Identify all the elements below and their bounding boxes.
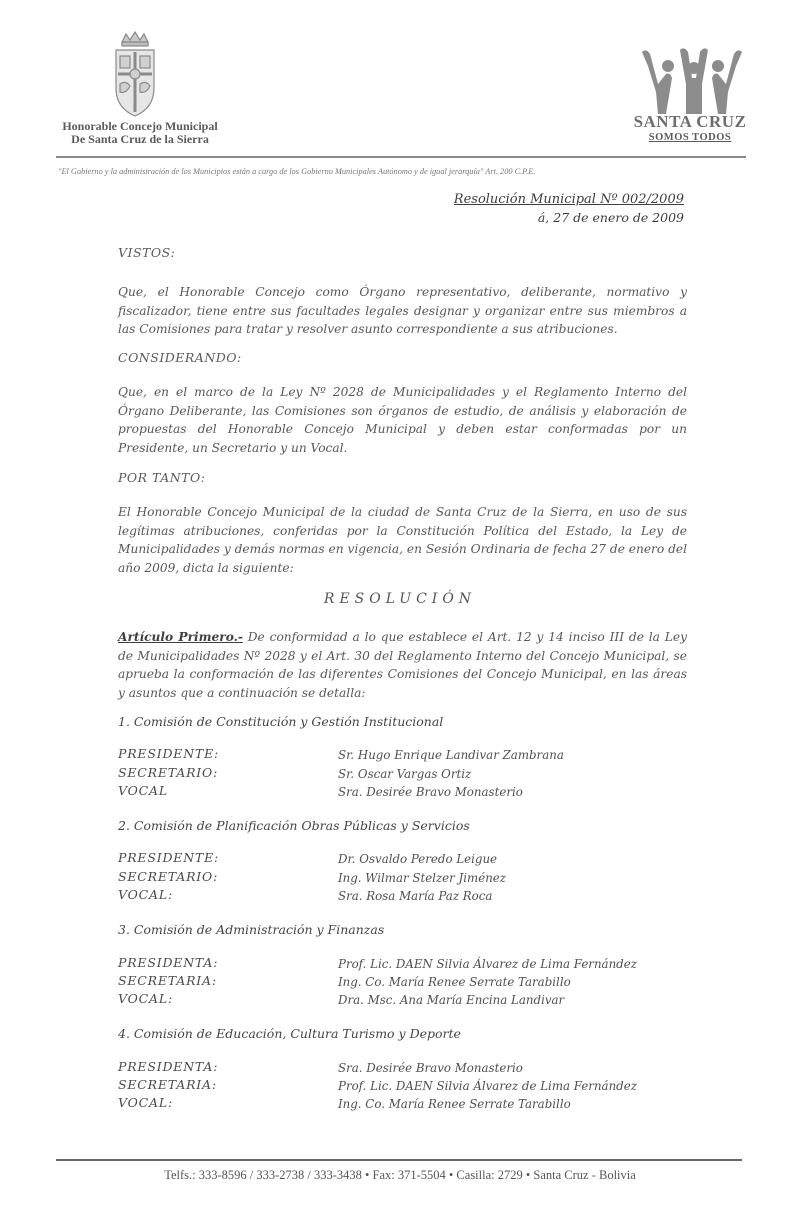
member-name: Sr. Oscar Vargas Ortiz: [338, 767, 472, 781]
member-name: Prof. Lic. DAEN Silvia Álvarez de Lima Fernández: [338, 1079, 637, 1093]
vistos-text: Que, el Honorable Concejo como Órgano representativo, deliberante, normativo y fiscalizador, tiene entre sus facultades legales designar y organizar entre sus miembros a las Comisiones para tratar y resolver asunto correspondiente a sus atribuciones.: [118, 285, 687, 336]
vistos-heading: VISTOS:: [118, 245, 176, 260]
articulo-primero: [118, 628, 687, 702]
considerando-text: Que, en el marco de la Ley Nº 2028 de Municipalidades y el Reglamento Interno del Órgano Deliberante, las Comisiones son órganos de estudio, de análisis y elaboración de propuestas del Honorable Concejo Municipal y deben estar conformadas por un Presidente, un Secretario y un Vocal.: [118, 385, 687, 455]
role-label: VOCAL:: [118, 991, 173, 1006]
considerando-heading: CONSIDERANDO:: [118, 350, 242, 365]
commission-title: 3. Comisión de Administración y Finanzas: [118, 922, 385, 937]
logo-title: SANTA CRUZ: [633, 112, 747, 131]
commission-title: 1. Comisión de Constitución y Gestión Institucional: [118, 714, 444, 729]
commission-title: 2. Comisión de Planificación Obras Públicas y Servicios: [118, 818, 470, 833]
role-label: SECRETARIA:: [118, 1077, 217, 1092]
footer-contact: Telfs.: 333-8596 / 333-2738 / 333-3438 • Fax: 371-5504 • Casilla: 2729 • Santa Cruz - Bolivia: [164, 1168, 636, 1182]
resolution-date: á, 27 de enero de 2009: [537, 210, 684, 225]
role-label: PRESIDENTE:: [118, 850, 220, 865]
commission-title: 4. Comisión de Educación, Cultura Turismo y Deporte: [118, 1026, 461, 1041]
role-label: PRESIDENTE:: [118, 746, 220, 761]
role-label: VOCAL: [118, 783, 168, 798]
resolucion-heading: RESOLUCIÓN: [323, 591, 477, 607]
role-label: SECRETARIA:: [118, 973, 217, 988]
council-line-1: Honorable Concejo Municipal: [62, 119, 218, 133]
council-line-2: De Santa Cruz de la Sierra: [71, 132, 209, 146]
santa-cruz-logo: [625, 113, 755, 144]
member-name: Sr. Hugo Enrique Landivar Zambrana: [338, 748, 564, 762]
member-name: Sra. Rosa María Paz Roca: [338, 889, 493, 903]
coat-of-arms-icon: [106, 28, 164, 120]
member-name: Sra. Desirée Bravo Monasterio: [338, 785, 523, 799]
council-name: [40, 120, 240, 146]
logo-subtitle: SOMOS TODOS: [648, 132, 732, 143]
role-label: VOCAL:: [118, 887, 173, 902]
member-name: Ing. Co. María Renee Serrate Tarabillo: [338, 975, 571, 989]
constitution-quote: "El Gobierno y la administración de los Municipios están a cargo de los Gobierno Municipales Autónomo y de igual jerarquía" Art. 200 C.P.E.: [58, 167, 536, 176]
por-tanto-heading: POR TANTO:: [118, 470, 206, 485]
member-name: Ing. Wilmar Stelzer Jiménez: [338, 871, 507, 885]
member-name: Dra. Msc. Ana María Encina Landivar: [338, 993, 565, 1007]
member-name: Ing. Co. María Renee Serrate Tarabillo: [338, 1097, 571, 1111]
resolution-title: Resolución Municipal Nº 002/2009: [453, 192, 684, 207]
articulo-label: Artículo Primero.-: [118, 630, 243, 644]
member-name: Prof. Lic. DAEN Silvia Álvarez de Lima Fernández: [338, 957, 637, 971]
por-tanto-text: El Honorable Concejo Municipal de la ciudad de Santa Cruz de la Sierra, en uso de sus legítimas atribuciones, conferidas por la Constitución Política del Estado, la Ley de Municipalidades y demás normas en vigencia, en Sesión Ordinaria de fecha 27 de enero del año 2009, dicta la siguiente:: [118, 505, 688, 575]
role-label: SECRETARIO:: [118, 869, 219, 884]
role-label: PRESIDENTA:: [118, 955, 219, 970]
role-label: VOCAL:: [118, 1095, 173, 1110]
footer-divider: [56, 1159, 742, 1161]
role-label: SECRETARIO:: [118, 765, 219, 780]
member-name: Sra. Desirée Bravo Monasterio: [338, 1061, 523, 1075]
role-label: PRESIDENTA:: [118, 1059, 219, 1074]
header-divider: [56, 156, 746, 158]
articulo-text: De conformidad a lo que establece el Art. 12 y 14 inciso III de la Ley de Municipalidades Nº 2028 y el Art. 30 del Reglamento Interno del Concejo Municipal, se aprueba la conformación de las diferentes Comisiones del Concejo Municipal, en las áreas y asuntos que a continuación se detalla:: [118, 630, 687, 700]
member-name: Dr. Osvaldo Peredo Leigue: [338, 852, 498, 866]
